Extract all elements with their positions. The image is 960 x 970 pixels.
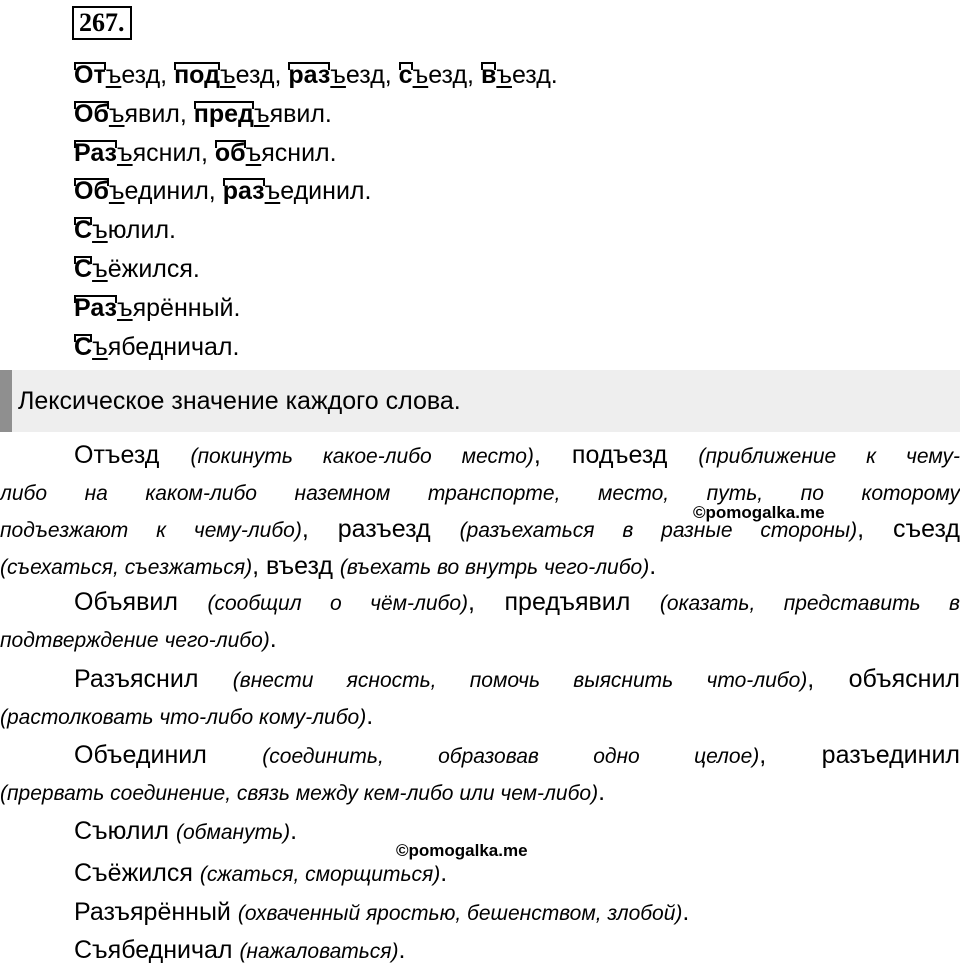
definition-text: (покинуть какое-либо место): [190, 445, 534, 468]
word: [74, 294, 240, 322]
definition-text: (внести ясность, помочь выяснить что-либо): [232, 669, 808, 692]
word-line: [74, 172, 558, 211]
prefix-mark: С: [74, 332, 93, 361]
term-text: .: [598, 778, 606, 806]
term-text: .: [269, 625, 277, 653]
prefix-mark: об: [214, 138, 246, 167]
term-text: Съябедничал: [74, 936, 240, 964]
prefix-mark: Раз: [74, 293, 117, 322]
meaning-paragraph: [0, 894, 960, 931]
word: [288, 61, 398, 89]
section-band: [0, 370, 960, 432]
hard-sign: ъ: [92, 332, 108, 361]
word-rest: езд,: [121, 61, 175, 89]
word-rest: ёжился.: [107, 254, 200, 283]
prefix-mark: с: [398, 61, 413, 89]
word: [174, 61, 288, 89]
term-text: , предъявил: [468, 588, 660, 616]
definition-text: (соединить, образовав одно целое): [262, 745, 760, 768]
hard-sign: ъ: [412, 61, 429, 89]
word-line: [74, 211, 558, 250]
term-text: , разъединил: [759, 741, 960, 769]
prefix-mark: От: [74, 61, 106, 89]
word: [74, 61, 174, 89]
word: [74, 100, 194, 128]
watermark: ©pomogalka.me: [396, 841, 528, 860]
word-rest: езд,: [235, 61, 289, 89]
hard-sign: ъ: [253, 99, 270, 128]
word: [399, 61, 481, 89]
term-text: Объявил: [74, 588, 208, 616]
term-text: , подъезд: [533, 441, 699, 469]
meaning-paragraph: [0, 737, 960, 811]
term-text: Разъярённый: [74, 898, 238, 926]
paragraph-line: [0, 548, 960, 585]
word: [194, 100, 332, 128]
hard-sign: ъ: [245, 138, 262, 167]
word: [74, 216, 176, 244]
meaning-paragraph: [0, 584, 960, 658]
term-text: Съюлил: [74, 817, 176, 845]
words-list: [74, 56, 558, 366]
prefix-mark: раз: [288, 61, 331, 89]
definition-text: подъезжают к чему-либо): [0, 519, 302, 542]
word: [215, 139, 337, 167]
definition-text: (охваченный яростью, бешенством, злобой): [237, 902, 683, 925]
word: [74, 139, 215, 167]
term-text: , разъезд: [301, 515, 460, 543]
definition-text: (приближение к чему-: [698, 445, 960, 468]
paragraph-line: [0, 932, 960, 969]
word-line: [74, 328, 558, 367]
prefix-mark: Раз: [74, 138, 117, 167]
hard-sign: ъ: [92, 216, 108, 245]
paragraph-line: [0, 894, 960, 931]
word-rest: единил.: [280, 177, 372, 206]
term-text: Разъяснил: [74, 665, 233, 693]
word: [223, 177, 372, 205]
watermark: ©pomogalka.me: [693, 503, 825, 522]
prefix-mark: пред: [193, 99, 254, 128]
prefix-mark: под: [174, 61, 220, 89]
term-text: , съезд: [857, 515, 960, 543]
word-rest: юлил.: [107, 216, 176, 245]
paragraph-line: [0, 737, 960, 774]
hard-sign: ъ: [264, 177, 281, 206]
word-rest: единил,: [124, 177, 223, 206]
hard-sign: ъ: [496, 61, 512, 89]
definition-text: (въехать во внутрь чего-либо): [339, 556, 650, 579]
word-line: [74, 250, 558, 289]
hard-sign: ъ: [108, 99, 125, 128]
prefix-mark: Об: [74, 99, 109, 128]
word: [481, 61, 558, 89]
definition-text: (нажаловаться): [239, 940, 399, 963]
term-text: Отъезд: [74, 441, 191, 469]
term-text: .: [290, 817, 298, 845]
hard-sign: ъ: [108, 177, 125, 206]
definition-text: (сообщил о чём-либо): [207, 592, 469, 615]
meaning-paragraph: [0, 661, 960, 735]
paragraph-line: [0, 661, 960, 698]
word-rest: явил,: [124, 99, 194, 128]
definition-text: (прервать соединение, связь между кем-либо или чем-либо): [0, 782, 599, 805]
definition-text: (обмануть): [175, 821, 291, 844]
hard-sign: ъ: [220, 61, 236, 89]
word-rest: ярённый.: [132, 293, 241, 322]
term-text: .: [440, 859, 448, 887]
word-rest: езд,: [428, 61, 481, 89]
word-rest: ябедничал.: [107, 332, 240, 361]
word-line: [74, 95, 558, 134]
term-text: Объединил: [74, 741, 263, 769]
word-rest: езд,: [345, 61, 399, 89]
hard-sign: ъ: [116, 138, 133, 167]
prefix-mark: в: [480, 61, 497, 89]
hard-sign: ъ: [92, 254, 108, 283]
definition-text: подтверждение чего-либо): [0, 629, 270, 652]
section-band-bar: [0, 370, 12, 432]
prefix-mark: С: [74, 254, 93, 283]
word-line: [74, 289, 558, 328]
word: [74, 333, 239, 361]
term-text: , объяснил: [807, 665, 960, 693]
definition-text: (разъехаться в разные стороны): [459, 519, 858, 542]
term-text: .: [398, 936, 406, 964]
term-text: , въезд: [252, 552, 340, 580]
term-text: .: [649, 552, 657, 580]
word-rest: явил.: [269, 99, 332, 128]
term-text: Съёжился: [74, 859, 200, 887]
definition-text: (съехаться, съезжаться): [0, 556, 253, 579]
prefix-mark: С: [74, 216, 93, 245]
word-rest: яснил,: [132, 138, 215, 167]
word: [74, 177, 223, 205]
word-rest: езд.: [511, 61, 558, 89]
hard-sign: ъ: [116, 293, 133, 322]
definition-text: (сжаться, сморщиться): [199, 863, 441, 886]
hard-sign: ъ: [330, 61, 346, 89]
paragraph-line: [0, 698, 960, 735]
term-text: .: [682, 898, 690, 926]
term-text: .: [366, 702, 374, 730]
paragraph-line: [0, 774, 960, 811]
definition-text: либо на каком-либо наземном транспорте, место, путь, по которому: [0, 482, 960, 505]
word-rest: яснил.: [261, 138, 337, 167]
word-line: [74, 56, 558, 95]
word: [74, 255, 200, 283]
prefix-mark: раз: [222, 177, 265, 206]
definition-text: (оказать, представить в: [659, 592, 960, 615]
hard-sign: ъ: [105, 61, 122, 89]
paragraph-line: [0, 621, 960, 658]
meaning-paragraph: [0, 932, 960, 969]
definition-text: (растолковать что-либо кому-либо): [0, 706, 367, 729]
exercise-number: 267.: [72, 6, 132, 40]
section-heading: Лексическое значение каждого слова.: [18, 387, 461, 415]
prefix-mark: Об: [74, 177, 109, 206]
paragraph-line: [0, 437, 960, 474]
paragraph-line: [0, 584, 960, 621]
word-line: [74, 134, 558, 173]
